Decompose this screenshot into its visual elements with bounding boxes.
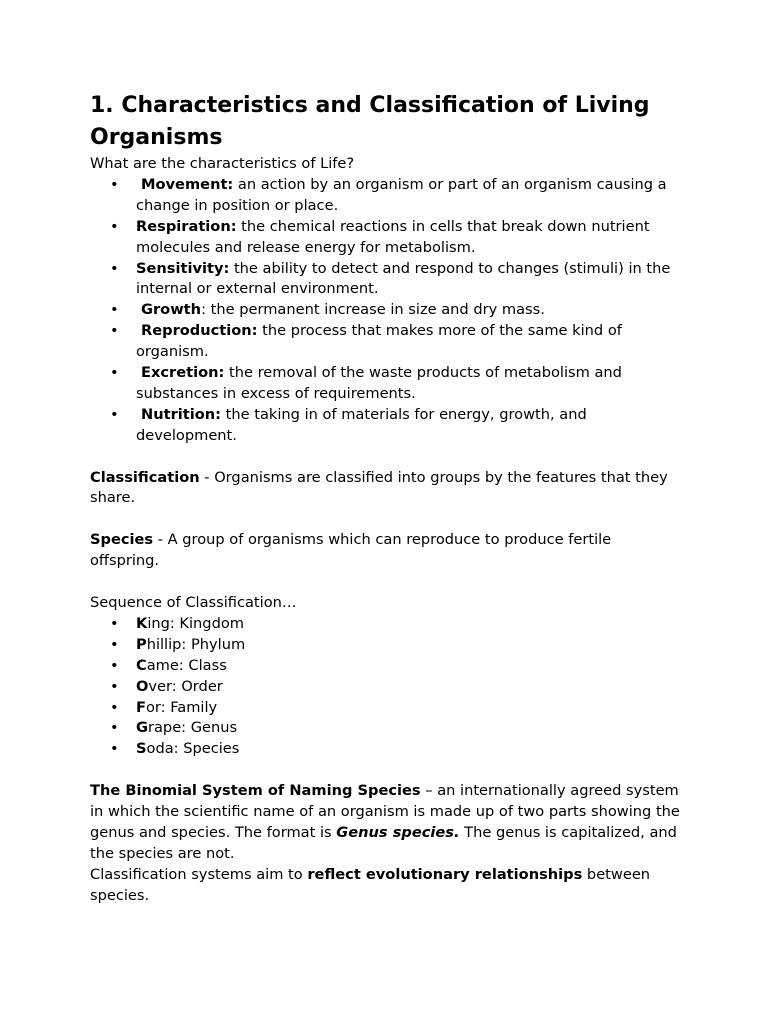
species-term: Species — [90, 531, 154, 549]
sequence-letter: S — [136, 740, 147, 758]
list-item — [90, 300, 680, 321]
list-item — [90, 739, 680, 760]
bullet-icon: • — [110, 635, 119, 653]
bullet-icon: • — [110, 259, 119, 277]
sequence-letter: G — [136, 719, 148, 737]
sequence-letter: K — [136, 614, 148, 632]
binomial-desc-end: The genus is capitalized, and the species are not. — [90, 823, 677, 862]
characteristic-term: Movement: — [141, 175, 234, 193]
sequence-text: ame: Class — [146, 656, 227, 674]
species-desc: - A group of organisms which can reproduce to produce fertile offspring. — [90, 531, 612, 570]
bullet-icon: • — [110, 364, 119, 382]
evolution-paragraph — [90, 865, 680, 907]
list-item — [90, 656, 680, 677]
bullet-icon: • — [110, 740, 119, 758]
list-item — [90, 363, 680, 405]
characteristic-term: Nutrition: — [141, 405, 222, 423]
sequence-text: rape: Genus — [147, 719, 238, 737]
bullet-icon: • — [110, 301, 119, 319]
bullet-icon: • — [110, 175, 119, 193]
bullet-icon: • — [110, 698, 119, 716]
list-item — [90, 321, 680, 363]
bullet-icon: • — [110, 322, 119, 340]
list-item — [90, 614, 680, 635]
sequence-text: ver: Order — [148, 677, 223, 695]
sequence-text: or: Family — [145, 698, 218, 716]
sequence-letter: F — [136, 698, 146, 716]
evolution-pre: Classification systems aim to — [90, 865, 308, 883]
page-title: 1. Characteristics and Classification of Living Organisms — [90, 93, 650, 150]
bullet-icon: • — [110, 614, 119, 632]
characteristics-list — [90, 175, 680, 447]
classification-desc: - Organisms are classified into groups by the features that they share. — [90, 468, 668, 507]
characteristic-desc: the process that makes more of the same kind of organism. — [136, 322, 622, 361]
bullet-icon: • — [110, 217, 119, 235]
evolution-bold: reflect evolutionary relationships — [307, 865, 583, 883]
list-item — [90, 405, 680, 447]
characteristic-desc: the chemical reactions in cells that break down nutrient molecules and release energy for metabolism. — [136, 217, 650, 256]
binomial-paragraph — [90, 781, 680, 865]
sequence-text: hillip: Phylum — [146, 635, 246, 653]
list-item — [90, 635, 680, 656]
binomial-desc: – an internationally agreed system in which the scientific name of an organism is made up of two parts showing the genus and species. The format is — [90, 782, 680, 841]
characteristic-desc: the removal of the waste products of metabolism and substances in excess of requirements. — [136, 364, 622, 402]
sequence-letter: P — [136, 635, 147, 653]
list-item — [90, 677, 680, 698]
evolution-post: between species. — [90, 865, 651, 904]
list-item — [90, 718, 680, 739]
characteristic-term: Respiration: — [136, 217, 237, 235]
characteristic-term: Excretion: — [141, 364, 225, 382]
characteristic-term: Growth — [141, 301, 202, 319]
document-page — [90, 90, 680, 907]
sequence-text: ing: Kingdom — [147, 614, 244, 632]
binomial-format: Genus species. — [336, 823, 460, 841]
sequence-list — [90, 614, 680, 760]
characteristic-desc: the ability to detect and respond to changes (stimuli) in the internal or external environment. — [136, 259, 671, 298]
list-item — [90, 698, 680, 719]
bullet-icon: • — [110, 405, 119, 423]
bullet-icon: • — [110, 656, 119, 674]
list-item — [90, 175, 680, 217]
bullet-icon: • — [110, 677, 119, 695]
sequence-label: Sequence of Classification… — [90, 593, 297, 611]
characteristic-desc: an action by an organism or part of an organism causing a change in position or place. — [136, 175, 667, 214]
bullet-icon: • — [110, 719, 119, 737]
classification-paragraph — [90, 468, 680, 510]
intro-question: What are the characteristics of Life? — [90, 155, 355, 172]
classification-term: Classification — [90, 468, 200, 486]
sequence-letter: O — [136, 677, 149, 695]
sequence-letter: C — [136, 656, 147, 674]
characteristic-desc: : the permanent increase in size and dry mass. — [201, 301, 545, 319]
binomial-term: The Binomial System of Naming Species — [90, 782, 421, 800]
characteristic-desc: the taking in of materials for energy, growth, and development. — [136, 405, 587, 444]
list-item — [90, 259, 680, 301]
list-item — [90, 217, 680, 259]
species-paragraph — [90, 530, 680, 572]
sequence-text: oda: Species — [146, 740, 240, 758]
characteristic-term: Sensitivity: — [136, 259, 230, 277]
characteristic-term: Reproduction: — [141, 322, 258, 340]
